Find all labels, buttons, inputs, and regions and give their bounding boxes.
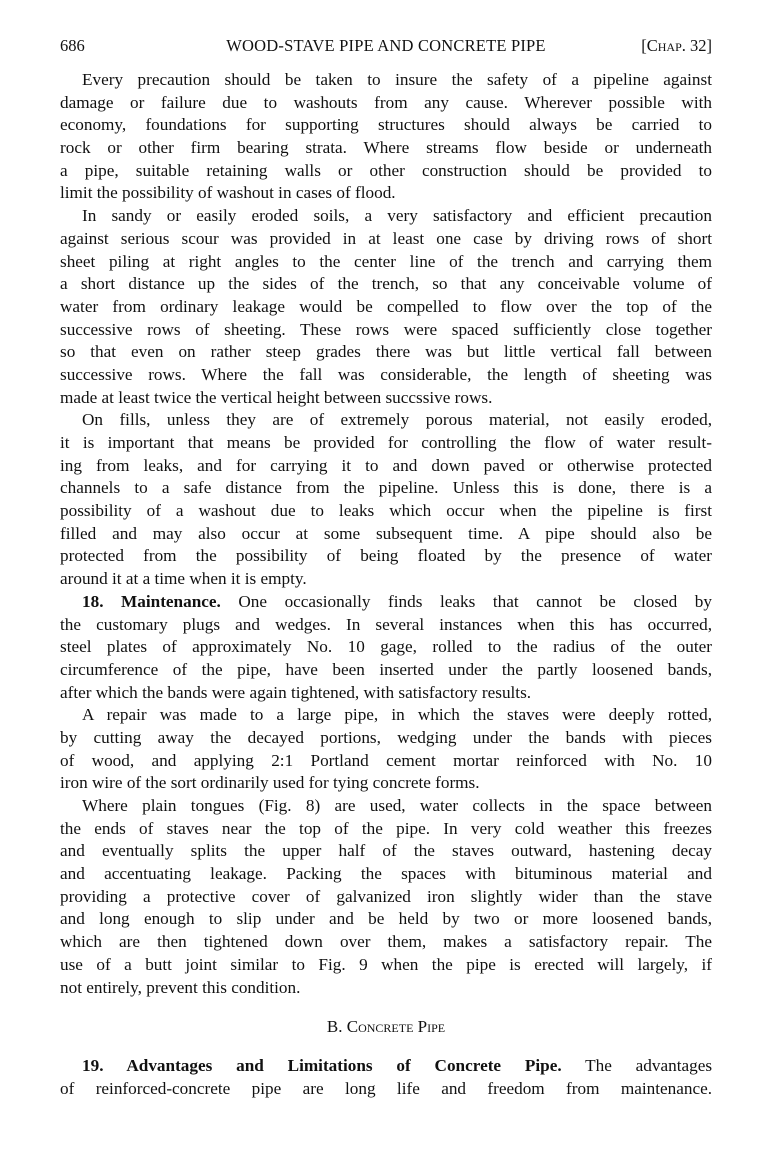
text-line (60, 409, 712, 432)
line-text: a pipe, suitable retaining walls or other construction should be provided to (60, 160, 712, 180)
section-heading: B. Concrete Pipe (326, 1017, 446, 1037)
line-text: which are then tightened down over them, makes a satisfactory repair. The (60, 932, 712, 952)
line-text: so that even on rather steep grades there was but little vertical fall between (60, 342, 712, 362)
line-text: by cutting away the decayed portions, wedging under the bands with pieces (60, 727, 712, 747)
line-text: Every precaution should be taken to insure the safety of a pipeline against (82, 70, 712, 89)
text-line (60, 591, 712, 614)
chapter-label: [Chap. 32] (641, 36, 712, 55)
text-line (60, 659, 712, 682)
line-text: use of a butt joint similar to Fig. 9 when the pipe is erected will largely, if (60, 954, 712, 974)
text-line (60, 114, 712, 137)
text-line (60, 1055, 712, 1078)
paragraph (60, 591, 712, 704)
text-line (60, 137, 712, 160)
text-line (60, 886, 712, 909)
text-line (60, 92, 712, 115)
line-text: possibility of a washout due to leaks which occur when the pipeline is first (60, 501, 712, 521)
line-text: and long enough to slip under and be held by two or more loosened bands, (60, 909, 712, 929)
line-text: damage or failure due to washouts from any cause. Wherever possible with (60, 92, 712, 112)
line-text: the customary plugs and wedges. In several instances when this has occurred, (60, 614, 712, 634)
text-line (60, 795, 712, 818)
line-text: On fills, unless they are of extremely porous material, not easily eroded, (82, 410, 712, 430)
text-line (60, 863, 712, 886)
text-line (60, 908, 712, 931)
text-line (60, 977, 712, 1000)
paragraph (60, 409, 712, 591)
line-text: around it at a time when it is empty. (60, 569, 307, 589)
text-line (60, 818, 712, 841)
line-text: channels to a safe distance from the pipeline. Unless this is done, there is a (60, 478, 712, 498)
line-text: rock or other firm bearing strata. Where streams flow beside or underneath (60, 138, 712, 158)
line-text: The advantages (561, 1056, 713, 1076)
text-line (60, 319, 712, 342)
line-text: providing a protective cover of galvanized iron slightly wider than the stave (60, 886, 712, 906)
text-line (60, 727, 712, 750)
line-text: it is important that means be provided for controlling the flow of water result- (60, 433, 712, 452)
page-body (60, 69, 712, 1101)
line-text: not entirely, prevent this condition. (60, 977, 301, 997)
text-line (60, 704, 712, 727)
text-line (60, 182, 712, 205)
section-run-in-heading: 18. Maintenance. (82, 591, 221, 611)
line-text: made at least twice the vertical height between succssive rows. (60, 387, 493, 407)
line-text: after which the bands were again tightened, with satisfactory results. (60, 682, 532, 702)
paragraph (60, 704, 712, 795)
line-text: and eventually splits the upper half of the staves outward, hastening decay (60, 841, 712, 861)
running-title: WOOD-STAVE PIPE AND CONCRETE PIPE (226, 36, 546, 55)
text-line (60, 273, 712, 296)
line-text: successive rows. Where the fall was considerable, the length of sheeting was (60, 364, 712, 384)
paragraph (60, 795, 712, 999)
text-line (60, 341, 712, 364)
line-text: against serious scour was provided in at least one case by driving rows of short (60, 228, 712, 248)
text-line (60, 545, 712, 568)
text-line (60, 523, 712, 546)
line-text: sheet piling at right angles to the center line of the trench and carrying them (60, 251, 712, 271)
line-text: iron wire of the sort ordinarily used for tying concrete forms. (60, 773, 480, 793)
text-line (60, 1078, 712, 1101)
text-line (60, 455, 712, 478)
text-line (60, 568, 712, 591)
text-line (60, 296, 712, 319)
line-text: A repair was made to a large pipe, in which the staves were deeply rotted, (82, 705, 712, 725)
text-line (60, 750, 712, 773)
text-line (60, 772, 712, 795)
text-line (60, 364, 712, 387)
line-text: of wood, and applying 2:1 Portland cement mortar reinforced with No. 10 (60, 750, 712, 770)
line-text: economy, foundations for supporting structures should always be carried to (60, 115, 712, 135)
line-text: ing from leaks, and for carrying it to and down paved or otherwise protected (60, 455, 712, 475)
line-text: circumference of the pipe, have been inserted under the partly loosened bands, (60, 659, 712, 679)
page-number: 686 (60, 36, 85, 55)
text-line (60, 931, 712, 954)
text-line (60, 432, 712, 455)
section-run-in-heading: 19. Advantages and Limitations of Concrete Pipe. (82, 1056, 562, 1076)
text-line (60, 251, 712, 274)
paragraph (60, 1055, 712, 1100)
paragraph (60, 69, 712, 205)
text-line (60, 205, 712, 228)
text-line (60, 69, 712, 92)
line-text: protected from the possibility of being floated by the presence of water (60, 546, 712, 566)
running-header (60, 36, 712, 58)
text-line (60, 614, 712, 637)
text-line (60, 500, 712, 523)
line-text: a short distance up the sides of the trench, so that any conceivable volume of (60, 274, 712, 294)
paragraph (60, 205, 712, 409)
line-text: limit the possibility of washout in cases of flood. (60, 183, 396, 203)
text-line (60, 682, 712, 705)
line-text: In sandy or easily eroded soils, a very satisfactory and efficient precaution (82, 206, 712, 226)
line-text: water from ordinary leakage would be compelled to flow over the top of the (60, 296, 712, 316)
text-line (60, 636, 712, 659)
line-text: successive rows of sheeting. These rows were spaced sufficiently close together (60, 319, 712, 339)
text-line (60, 160, 712, 183)
line-text: Where plain tongues (Fig. 8) are used, water collects in the space between (82, 796, 712, 815)
line-text: the ends of staves near the top of the pipe. In very cold weather this freezes (60, 818, 712, 838)
line-text: and accentuating leakage. Packing the spaces with bituminous material and (60, 864, 712, 884)
line-text: filled and may also occur at some subsequent time. A pipe should also be (60, 523, 712, 543)
line-text: of reinforced-concrete pipe are long life and freedom from maintenance. (60, 1078, 712, 1098)
text-line (60, 840, 712, 863)
text-line (60, 228, 712, 251)
text-line (60, 387, 712, 410)
text-line (60, 954, 712, 977)
text-line (60, 477, 712, 500)
line-text: steel plates of approximately No. 10 gage, rolled to the radius of the outer (60, 637, 712, 657)
line-text: One occasionally finds leaks that cannot be closed by (220, 591, 712, 611)
